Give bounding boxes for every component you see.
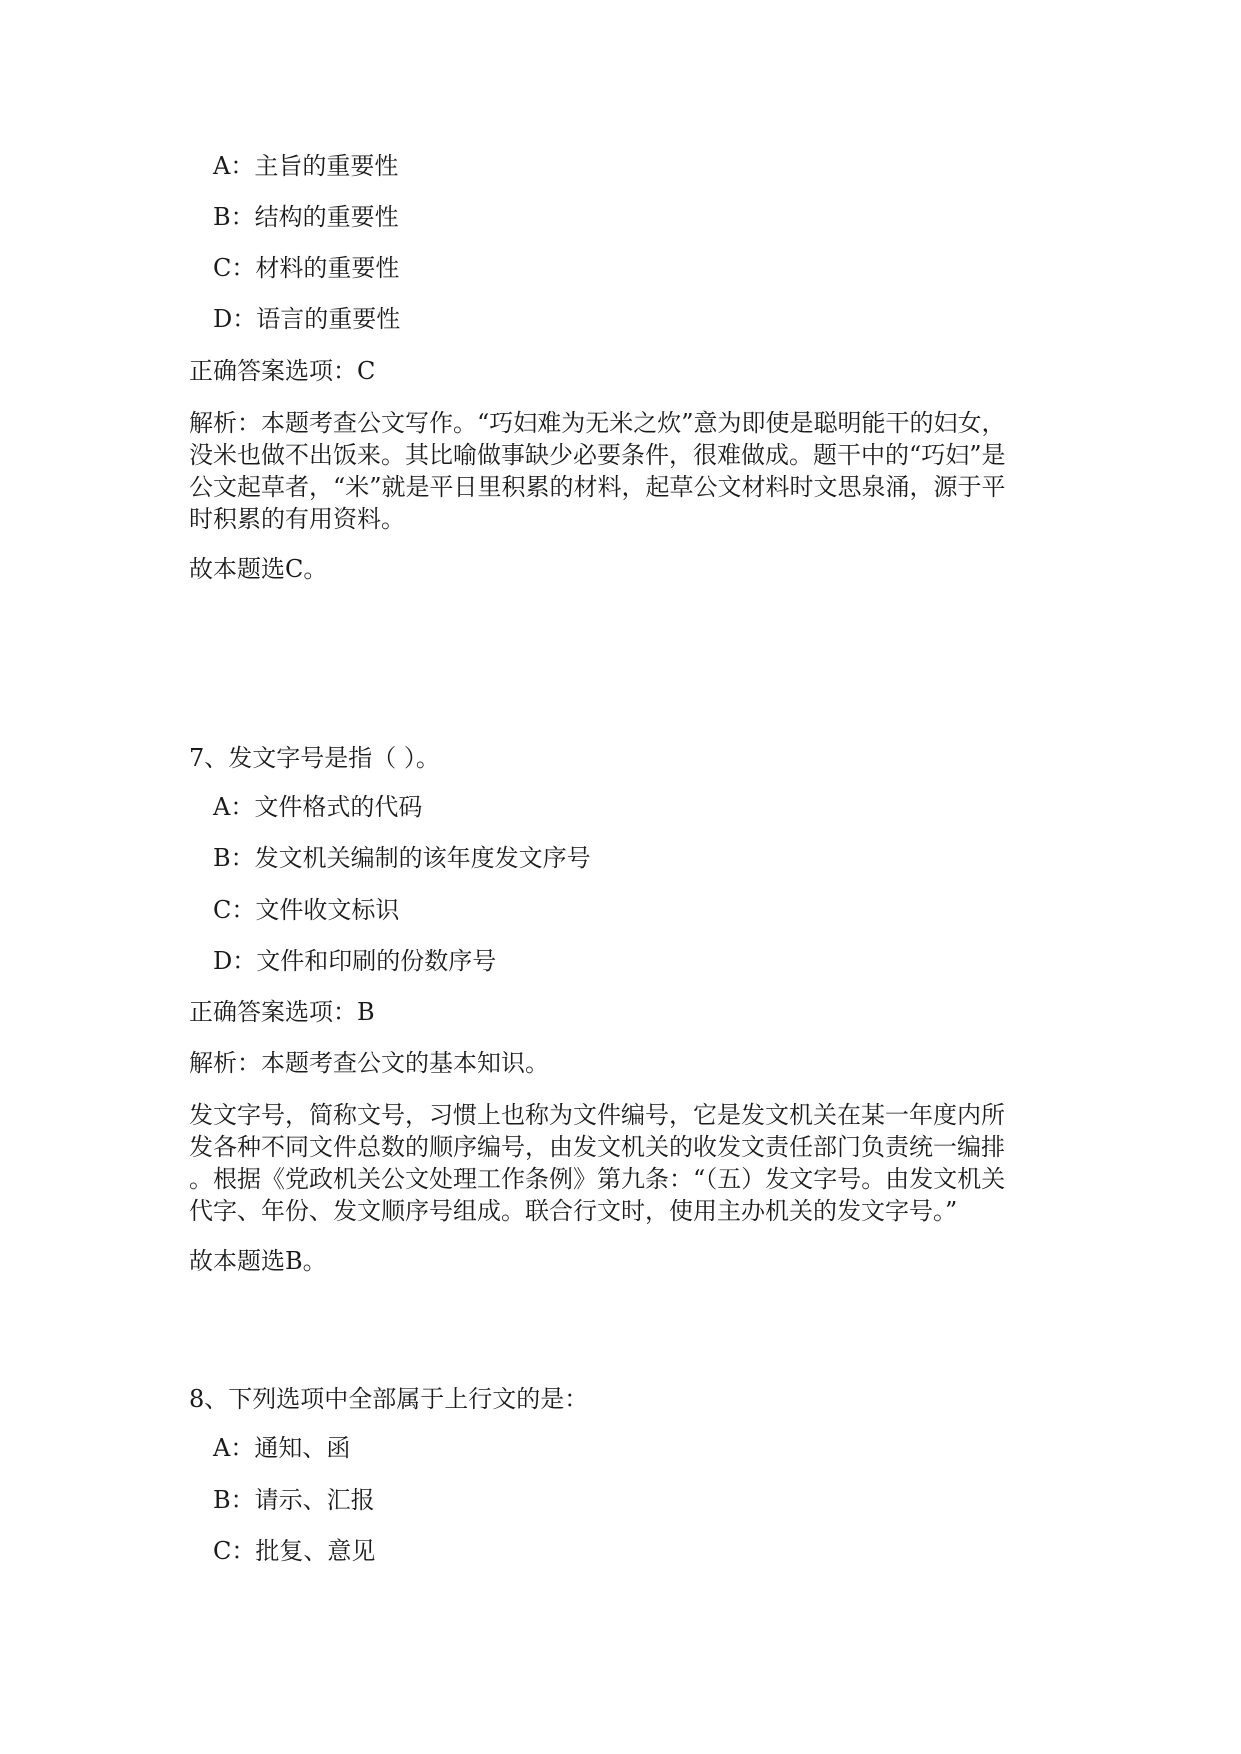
q7-detail-line: 发各种不同文件总数的顺序编号，由发文机关的收发文责任部门负责统一编排 — [189, 1133, 1005, 1161]
q8-question: 8、下列选项中全部属于上行文的是： — [189, 1385, 589, 1413]
q7-option-a: A：文件格式的代码 — [213, 793, 423, 821]
q7-answer: 正确答案选项：B — [189, 998, 375, 1026]
q6-analysis — [189, 407, 1049, 535]
q7-question: 7、发文字号是指（ ）。 — [189, 744, 440, 772]
q8-option-c: C：批复、意见 — [213, 1537, 376, 1565]
q6-option-b: B：结构的重要性 — [213, 203, 399, 231]
q8-option-a: A：通知、函 — [213, 1434, 351, 1462]
q7-option-b: B：发文机关编制的该年度发文序号 — [213, 844, 591, 872]
q7-detail — [189, 1099, 1049, 1227]
q6-analysis-line: 没米也做不出饭来。其比喻做事缺少必要条件，很难做成。题干中的“巧妇”是 — [189, 441, 1006, 469]
q6-analysis-line: 时积累的有用资料。 — [189, 505, 405, 533]
q7-conclusion: 故本题选B。 — [189, 1247, 327, 1275]
q6-analysis-line: 解析：本题考查公文写作。“巧妇难为无米之炊”意为即使是聪明能干的妇女， — [189, 409, 1006, 437]
q8-option-b: B：请示、汇报 — [213, 1486, 375, 1514]
q7-option-d: D：文件和印刷的份数序号 — [213, 947, 497, 975]
q7-detail-line: 发文字号，简称文号，习惯上也称为文件编号，它是发文机关在某一年度内所 — [189, 1101, 1005, 1129]
q6-answer: 正确答案选项：C — [189, 357, 376, 385]
q6-option-c: C：材料的重要性 — [213, 254, 400, 282]
q7-analysis: 解析：本题考查公文的基本知识。 — [189, 1049, 549, 1077]
q6-option-a: A：主旨的重要性 — [213, 152, 399, 180]
q6-option-d: D：语言的重要性 — [213, 305, 401, 333]
q7-option-c: C：文件收文标识 — [213, 896, 400, 924]
q6-conclusion: 故本题选C。 — [189, 555, 328, 583]
q7-detail-line: 代字、年份、发文顺序号组成。联合行文时，使用主办机关的发文字号。” — [189, 1197, 958, 1225]
q6-analysis-line: 公文起草者，“米”就是平日里积累的材料，起草公文材料时文思泉涌，源于平 — [189, 473, 1006, 501]
q7-detail-line: 。根据《党政机关公文处理工作条例》第九条：“（五）发文字号。由发文机关 — [189, 1165, 1006, 1193]
